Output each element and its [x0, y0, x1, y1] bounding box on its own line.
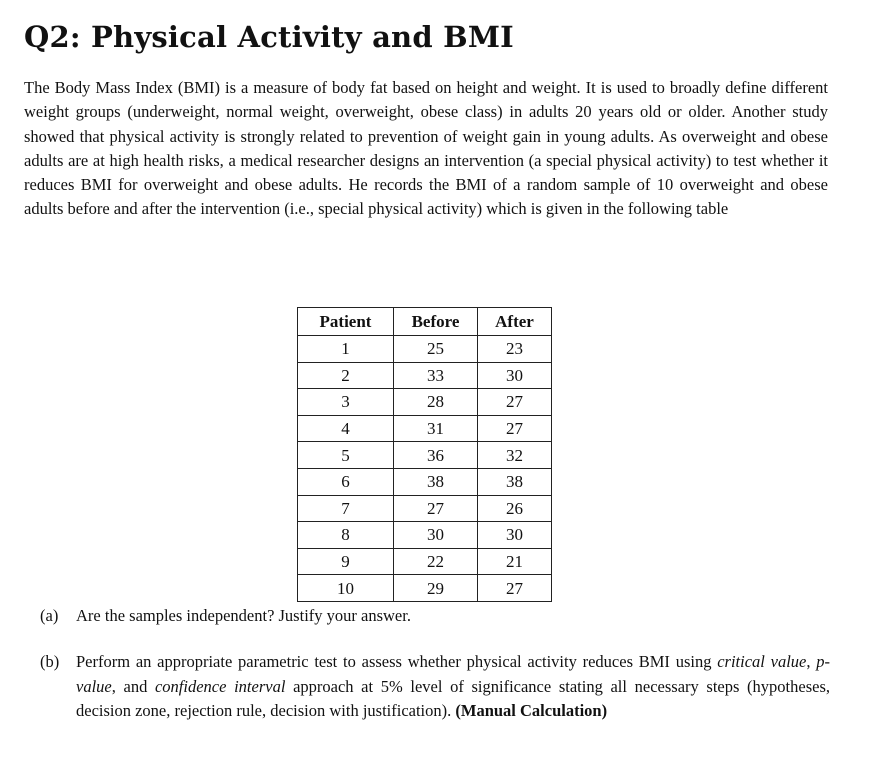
- question-b-sep1: ,: [806, 652, 817, 671]
- intro-paragraph: The Body Mass Index (BMI) is a measure of body fat based on height and weight. It is used to broadly define different weight groups (underweight, normal weight, overweight, obese class) in adults 20 years old or older. Another study showed that physical activity is strongly related to prevention of weight gain in young adults. As overweight and obese adults are at high health risks, a medical researcher designs an intervention (a special physical activity) to test whether it reduces BMI for overweight and obese adults. He records the BMI of a random sample of 10 overweight and obese adults before and after the intervention (i.e., special physical activity) which is given in the following table: [24, 78, 828, 219]
- table-row: [298, 442, 552, 469]
- question-a: [40, 604, 830, 629]
- after-cell: 32: [478, 442, 552, 469]
- table-row: [298, 336, 552, 363]
- table-row: [298, 575, 552, 602]
- after-cell: 27: [478, 415, 552, 442]
- after-cell: 27: [478, 575, 552, 602]
- after-cell: 30: [478, 362, 552, 389]
- before-cell: 29: [394, 575, 478, 602]
- patient-cell: 9: [298, 548, 394, 575]
- after-cell: 21: [478, 548, 552, 575]
- after-cell: 23: [478, 336, 552, 363]
- section-title: Q2: Physical Activity and BMI: [24, 20, 514, 54]
- header-before: Before: [394, 308, 478, 336]
- patient-cell: 10: [298, 575, 394, 602]
- patient-cell: 8: [298, 522, 394, 549]
- question-a-label: (a): [40, 606, 59, 625]
- table-row: [298, 468, 552, 495]
- table-header-row: [298, 308, 552, 336]
- after-cell: 38: [478, 468, 552, 495]
- patient-cell: 4: [298, 415, 394, 442]
- patient-cell: 5: [298, 442, 394, 469]
- table-row: [298, 522, 552, 549]
- question-b-part2: approach at 5% level of significance stating all necessary steps (hypotheses, decision zone, rejection rule, decision with justification).: [76, 676, 830, 721]
- before-cell: 28: [394, 389, 478, 416]
- question-b-part1: Perform an appropriate parametric test to assess whether physical activity reduces BMI using: [76, 652, 718, 671]
- patient-cell: 7: [298, 495, 394, 522]
- before-cell: 31: [394, 415, 478, 442]
- after-cell: 27: [478, 389, 552, 416]
- table-row: [298, 495, 552, 522]
- table-row: [298, 548, 552, 575]
- before-cell: 36: [394, 442, 478, 469]
- before-cell: 38: [394, 468, 478, 495]
- table-row: [298, 415, 552, 442]
- question-a-text: Are the samples independent? Justify your answer.: [76, 606, 411, 625]
- question-b: [40, 650, 830, 724]
- critical-value-term: critical value: [717, 652, 807, 671]
- patient-cell: 3: [298, 389, 394, 416]
- patient-cell: 6: [298, 468, 394, 495]
- table-row: [298, 362, 552, 389]
- patient-cell: 1: [298, 336, 394, 363]
- manual-calculation-note: (Manual Calculation): [455, 701, 608, 721]
- patient-cell: 2: [298, 362, 394, 389]
- question-b-text: [76, 650, 830, 724]
- before-cell: 22: [394, 548, 478, 575]
- question-b-sep2: , and: [111, 676, 155, 696]
- question-b-label: (b): [40, 652, 60, 671]
- before-cell: 27: [394, 495, 478, 522]
- after-cell: 30: [478, 522, 552, 549]
- bmi-table: [297, 307, 552, 602]
- before-cell: 25: [394, 336, 478, 363]
- after-cell: 26: [478, 495, 552, 522]
- confidence-interval-term: confidence interval: [154, 676, 286, 696]
- before-cell: 30: [394, 522, 478, 549]
- table-row: [298, 389, 552, 416]
- before-cell: 33: [394, 362, 478, 389]
- header-patient: Patient: [298, 308, 394, 336]
- p-value-term: p-value: [76, 652, 831, 696]
- header-after: After: [478, 308, 552, 336]
